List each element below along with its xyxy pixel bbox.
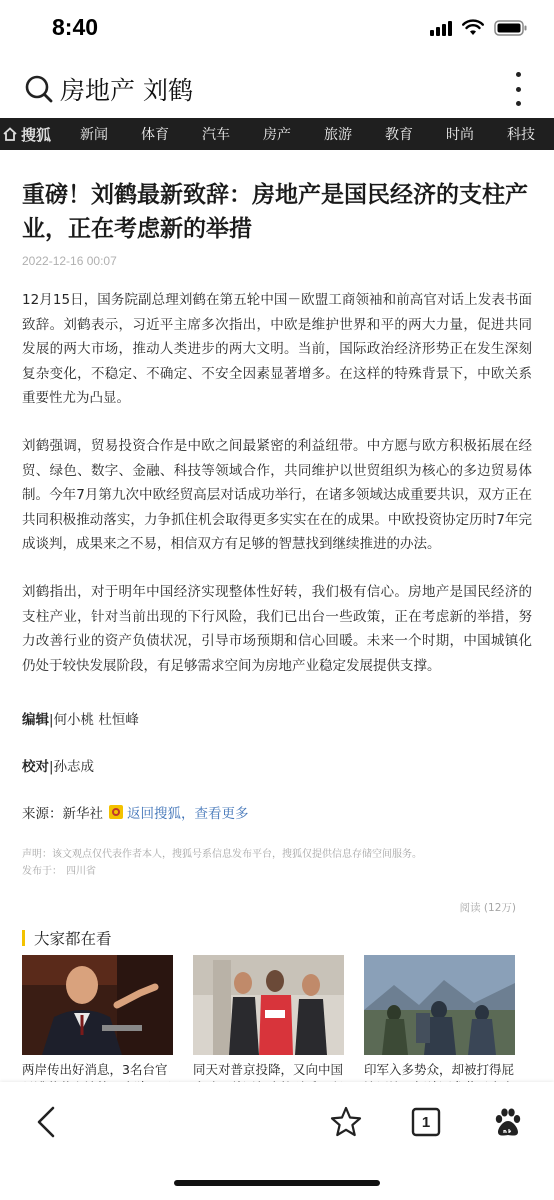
sohu-home-logo[interactable]: [0, 124, 66, 145]
article-date: 2022-12-16 00:07: [22, 254, 117, 268]
recommendation-caption[interactable]: 印军入多势众，却被打得屁: [364, 1062, 515, 1077]
published-place: 四川省: [66, 866, 96, 877]
status-icons: [430, 20, 528, 36]
home-indicator[interactable]: [174, 1180, 380, 1186]
nav-item-auto[interactable]: 汽车: [202, 127, 230, 143]
sohu-logo-text: 搜狐: [21, 125, 52, 144]
more-vertical-icon[interactable]: [512, 72, 524, 106]
published-at: [22, 863, 532, 880]
disclaimer: [22, 846, 532, 880]
section-accent-bar: [22, 930, 25, 946]
editor-names: 何小桃 杜恒峰: [53, 712, 139, 728]
status-bar: [0, 0, 554, 60]
recommendation-thumbnail[interactable]: [364, 955, 515, 1055]
read-count: 阅读 (12万): [459, 902, 516, 914]
recommendation-caption[interactable]: 同天对普京投降，又向中国: [193, 1062, 344, 1077]
article-paragraph-1: 12月15日，国务院副总理刘鹤在第五轮中国－欧盟工商领袖和前高官对话上发表书面致辞。刘鹤表示，习近平主席多次指出，中欧是维护世界和平的两大力量，促进共同发展的两大市场，推动人类进步的两大文明。当前，国际政治经济形势正在发生深刻复杂变化，不稳定、不确定、不安全因素显著增多。在这样的特殊背景下，中欧关系重要性尤为凸显。: [22, 292, 532, 406]
article-paragraph-2: 刘鹤强调，贸易投资合作是中欧之间最紧密的利益纽带。中方愿与欧方积极拓展在经贸、绿色、数字、金融、科技等领域合作，共同维护以世贸组织为核心的多边贸易体制。今年7月第九次中欧经贸高层对话成功举行，在诸多领域达成重要共识，双方正在共同积极推动落实，力争抓住机会取得更多实实在在的成果。中欧投资协定历时7年完成谈判，成果来之不易，相信双方有足够的智慧找到继续推进的办法。: [22, 438, 532, 552]
tab-count: 1: [421, 1113, 431, 1131]
back-icon[interactable]: [26, 1102, 66, 1142]
proof-names: 孙志成: [53, 759, 95, 775]
proof-label: 校对: [22, 759, 49, 775]
sohu-badge-icon: [109, 805, 123, 819]
search-icon[interactable]: [24, 74, 54, 104]
nav-item-sports[interactable]: 体育: [141, 127, 169, 143]
nav-item-tech[interactable]: 科技: [507, 127, 535, 143]
home-icon: [2, 126, 18, 142]
view-more-link[interactable]: 查看更多: [194, 806, 249, 822]
nav-item-news[interactable]: 新闻: [80, 127, 108, 143]
published-label: 发布于：: [22, 866, 62, 877]
recommendations-list: [22, 955, 516, 1085]
editor-label: 编辑: [22, 712, 49, 728]
nav-item-education[interactable]: 教育: [385, 127, 413, 143]
recommendation-card[interactable]: [22, 955, 173, 1097]
nav-item-house[interactable]: 房产: [263, 127, 291, 143]
tabs-icon[interactable]: [406, 1102, 446, 1142]
recommendation-card[interactable]: [364, 955, 515, 1097]
nav-item-fashion[interactable]: 时尚: [446, 127, 474, 143]
battery-icon: [494, 20, 528, 36]
source-label: 来源：: [22, 806, 63, 822]
recommendation-caption[interactable]: 两岸传出好消息，3名台官: [22, 1062, 168, 1077]
editor-credit: 编辑|何小桃 杜恒峰: [22, 712, 139, 728]
baidu-paw-icon[interactable]: [488, 1102, 528, 1142]
recommendation-thumbnail[interactable]: [22, 955, 173, 1055]
article-title: 重磅！刘鹤最新致辞：房地产是国民经济的支柱产业，正在考虑新的举措: [22, 182, 528, 242]
nav-item-travel[interactable]: 旅游: [324, 127, 352, 143]
channel-nav: [0, 118, 554, 150]
recommendations-title: 大家都在看: [34, 930, 112, 948]
recommendation-card[interactable]: [193, 955, 344, 1097]
search-bar[interactable]: [0, 62, 554, 116]
source-line: [22, 802, 249, 822]
recommendations-header: [22, 928, 112, 948]
article-paragraph-3: 刘鹤指出，对于明年中国经济实现整体性好转，我们极有信心。房地产是国民经济的支柱产业，针对当前出现的下行风险，我们已出台一些政策，正在考虑新的举措，努力改善行业的资产负债状况，引导市场预期和信心回暖。未来一个时期，中国城镇化仍处于较快发展阶段，有足够需求空间为房地产业稳定发展提供支撑。: [22, 584, 532, 674]
recommendation-thumbnail[interactable]: [193, 955, 344, 1055]
disclaimer-text: 声明：该文观点仅代表作者本人，搜狐号系信息发布平台，搜狐仅提供信息存储空间服务。: [22, 849, 422, 860]
source-name: 新华社: [62, 806, 103, 822]
star-icon[interactable]: [326, 1102, 366, 1142]
search-query[interactable]: 房地产 刘鹤: [60, 76, 193, 105]
wifi-icon: [462, 20, 484, 36]
proof-credit: 校对|孙志成: [22, 759, 95, 775]
status-time: 8:40: [52, 14, 99, 40]
cellular-signal-icon: [430, 20, 452, 36]
back-to-sohu-link[interactable]: 返回搜狐，: [127, 806, 195, 822]
